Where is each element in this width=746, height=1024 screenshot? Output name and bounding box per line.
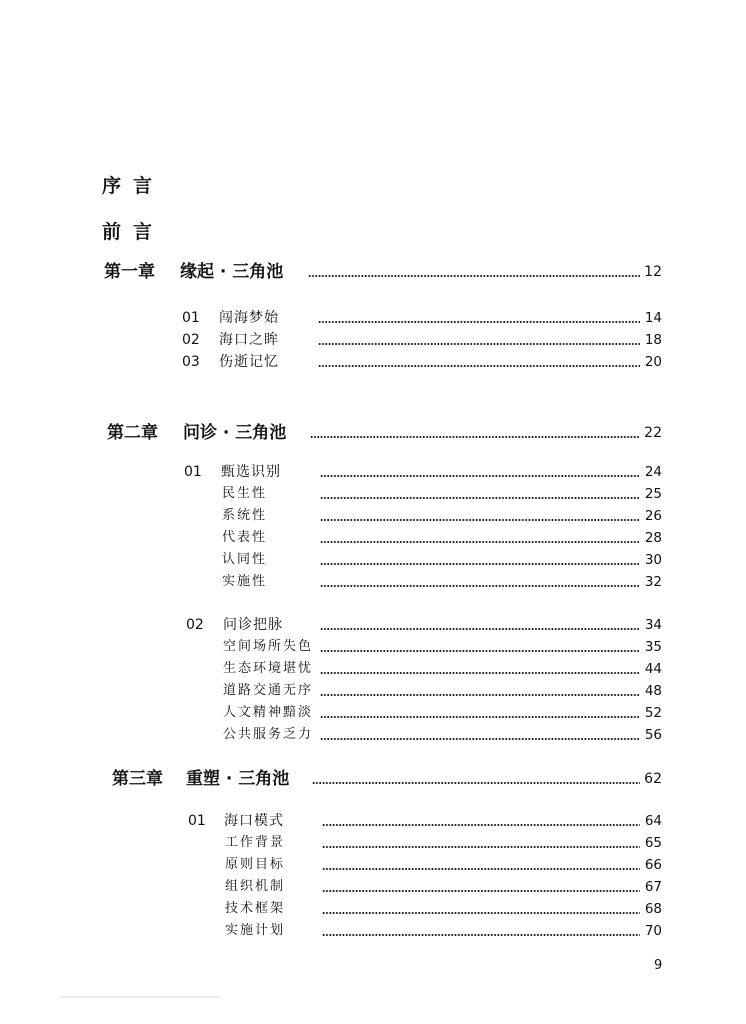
subsection-title: 系统性 (222, 508, 268, 523)
dot-leader (310, 436, 640, 438)
dot-leader (308, 275, 640, 277)
subsection-title: 原则目标 (225, 857, 286, 872)
dot-leader (322, 912, 640, 914)
dot-leader (318, 321, 640, 323)
dot-leader (322, 868, 640, 870)
toc-foreword: 前言 (102, 221, 165, 243)
section-title: 海口模式 (224, 813, 284, 829)
section-title: 闯海梦始 (219, 310, 279, 326)
section-title: 海口之眸 (219, 332, 279, 348)
page-ref: 20 (644, 354, 662, 370)
page-ref: 26 (644, 508, 662, 524)
toc-section (0, 461, 746, 483)
toc-section (0, 329, 746, 351)
chapter-title: 问诊 · 三角池 (183, 423, 287, 443)
page-ref: 65 (644, 835, 662, 851)
chapter-label: 第三章 (112, 769, 163, 789)
dot-leader (320, 519, 640, 521)
subsection-title: 公共服务乏力 (223, 727, 314, 742)
page-ref: 24 (644, 464, 662, 480)
dot-leader (320, 716, 640, 718)
subsection-title: 生态环境堪忧 (223, 661, 314, 676)
toc-subsection (0, 854, 746, 876)
dot-leader (320, 475, 640, 477)
page-ref: 62 (644, 771, 662, 787)
section-number: 01 (182, 310, 200, 326)
dot-leader (312, 782, 640, 784)
dot-leader (320, 497, 640, 499)
toc-subsection (0, 549, 746, 571)
page-ref: 18 (644, 332, 662, 348)
page-ref: 22 (644, 425, 662, 441)
toc-subsection (0, 571, 746, 593)
page-ref: 34 (644, 617, 662, 633)
section-number: 02 (182, 332, 200, 348)
toc-subsection (0, 920, 746, 942)
toc-subsection (0, 483, 746, 505)
toc-section (0, 810, 746, 832)
section-number: 01 (188, 813, 206, 829)
toc-subsection (0, 702, 746, 724)
page-ref: 56 (644, 727, 662, 743)
subsection-title: 实施计划 (225, 923, 286, 938)
dot-leader (320, 694, 640, 696)
toc-subsection (0, 636, 746, 658)
dot-leader (320, 585, 640, 587)
page-number: 9 (654, 958, 663, 973)
dot-leader (320, 541, 640, 543)
page-ref: 44 (644, 661, 662, 677)
toc-subsection (0, 898, 746, 920)
page-ref: 52 (644, 705, 662, 721)
page-ref: 64 (644, 813, 662, 829)
subsection-title: 代表性 (222, 530, 268, 545)
subsection-title: 组织机制 (225, 879, 286, 894)
dot-leader (318, 343, 640, 345)
page-ref: 28 (644, 530, 662, 546)
subsection-title: 民生性 (222, 486, 268, 501)
dot-leader (322, 934, 640, 936)
scan-mark (60, 996, 220, 998)
subsection-title: 实施性 (222, 574, 268, 589)
toc-subsection (0, 876, 746, 898)
page-ref: 48 (644, 683, 662, 699)
section-title: 问诊把脉 (223, 617, 283, 633)
dot-leader (320, 672, 640, 674)
page-ref: 14 (644, 310, 662, 326)
page-ref: 70 (644, 923, 662, 939)
page-ref: 25 (644, 486, 662, 502)
section-number: 02 (186, 617, 204, 633)
toc-section (0, 614, 746, 636)
section-title: 甄选识别 (221, 464, 281, 480)
chapter-title: 重塑 · 三角池 (186, 769, 290, 789)
dot-leader (320, 650, 640, 652)
toc-subsection (0, 680, 746, 702)
subsection-title: 认同性 (222, 552, 268, 567)
toc-subsection (0, 505, 746, 527)
toc-chapter-1 (0, 261, 746, 283)
subsection-title: 技术框架 (225, 901, 286, 916)
page-ref: 30 (644, 552, 662, 568)
page-ref: 32 (644, 574, 662, 590)
page-ref: 67 (644, 879, 662, 895)
subsection-title: 人文精神黯淡 (223, 705, 314, 720)
dot-leader (322, 846, 640, 848)
dot-leader (318, 365, 640, 367)
chapter-title: 缘起 · 三角池 (180, 262, 284, 282)
toc-section (0, 307, 746, 329)
toc-chapter-3 (0, 768, 746, 790)
chapter-label: 第一章 (104, 262, 155, 282)
page-ref: 68 (644, 901, 662, 917)
toc-chapter-2 (0, 422, 746, 444)
chapter-label: 第二章 (107, 423, 158, 443)
dot-leader (320, 628, 640, 630)
dot-leader (322, 824, 640, 826)
toc-subsection (0, 658, 746, 680)
toc-subsection (0, 527, 746, 549)
page-ref: 12 (644, 264, 662, 280)
toc-subsection (0, 832, 746, 854)
toc-subsection (0, 724, 746, 746)
page-ref: 66 (644, 857, 662, 873)
subsection-title: 空间场所失色 (223, 639, 314, 654)
page-ref: 35 (644, 639, 662, 655)
dot-leader (322, 890, 640, 892)
toc-preface: 序言 (102, 175, 165, 197)
dot-leader (320, 563, 640, 565)
section-title: 伤逝记忆 (219, 354, 279, 370)
subsection-title: 道路交通无序 (223, 683, 314, 698)
subsection-title: 工作背景 (225, 835, 286, 850)
section-number: 03 (182, 354, 200, 370)
section-number: 01 (184, 464, 202, 480)
dot-leader (320, 738, 640, 740)
toc-section (0, 351, 746, 373)
